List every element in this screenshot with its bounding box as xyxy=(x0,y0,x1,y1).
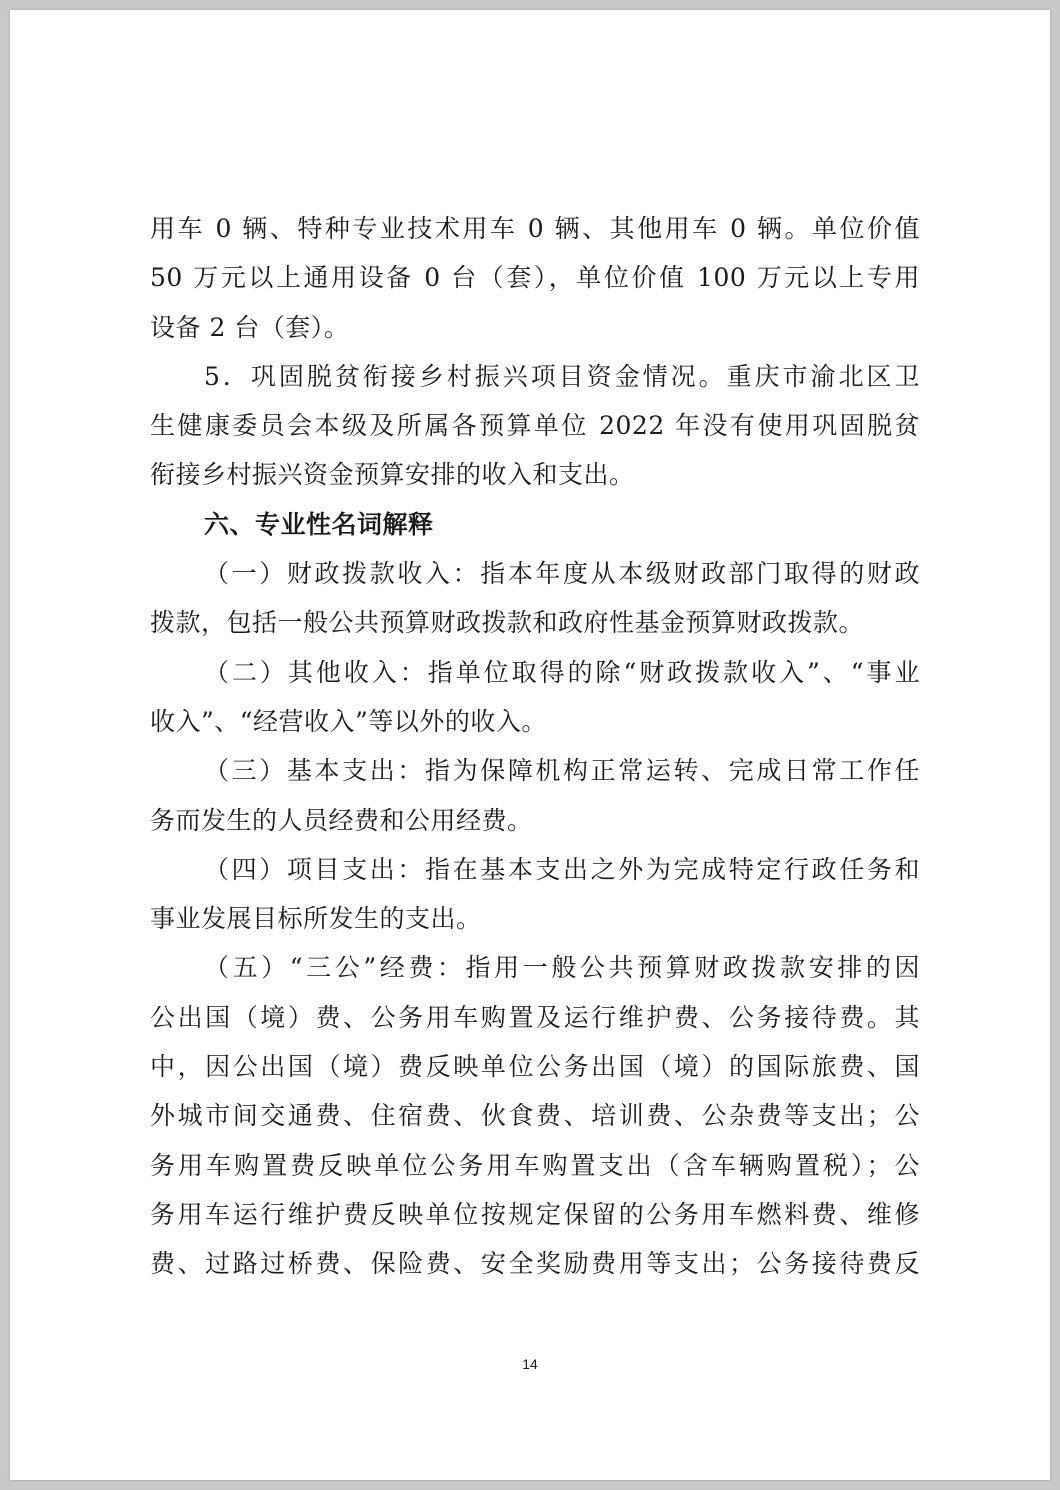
text-line: 拨款，包括一般公共预算财政拨款和政府性基金预算财政拨款。 xyxy=(150,608,865,638)
text-line: 事业发展目标所发生的支出。 xyxy=(150,904,482,934)
text-line: 设备 2 台（套）。 xyxy=(150,312,350,342)
paragraph-start: （四）项目支出：指在基本支出之外为完成特定行政任务和 xyxy=(204,854,920,884)
text-line: 务用车运行维护费反映单位按规定保留的公务用车燃料费、维修 xyxy=(150,1199,920,1229)
page-number: 14 xyxy=(522,1356,538,1372)
text-line: 务用车购置费反映单位公务用车购置支出（含车辆购置税）；公 xyxy=(150,1150,920,1180)
paragraph-start: （五）“三公”经费：指用一般公共预算财政拨款安排的因 xyxy=(204,953,920,983)
paragraph-start: （二）其他收入：指单位取得的除“财政拨款收入”、“事业 xyxy=(204,657,920,687)
text-line: 50 万元以上通用设备 0 台（套），单位价值 100 万元以上专用 xyxy=(150,263,920,293)
text-line: 外城市间交通费、住宿费、伙食费、培训费、公杂费等支出；公 xyxy=(150,1101,920,1131)
paragraph-start: 5．巩固脱贫衔接乡村振兴项目资金情况。重庆市渝北区卫 xyxy=(204,361,920,391)
text-line: 费、过路过桥费、保险费、安全奖励费用等支出；公务接待费反 xyxy=(150,1249,920,1279)
paragraph-start: （一）财政拨款收入：指本年度从本级财政部门取得的财政 xyxy=(204,559,920,589)
text-line: 中，因公出国（境）费反映单位公务出国（境）的国际旅费、国 xyxy=(150,1052,920,1082)
text-line: 收入”、“经营收入”等以外的收入。 xyxy=(150,706,547,736)
section-heading: 六、专业性名词解释 xyxy=(204,509,434,539)
text-line: 生健康委员会本级及所属各预算单位 2022 年没有使用巩固脱贫 xyxy=(150,411,920,441)
text-line: 公出国（境）费、公务用车购置及运行维护费、公务接待费。其 xyxy=(150,1002,920,1032)
paragraph-start: （三）基本支出：指为保障机构正常运转、完成日常工作任 xyxy=(204,756,920,786)
text-line: 用车 0 辆、特种专业技术用车 0 辆、其他用车 0 辆。单位价值 xyxy=(150,214,920,243)
body-text xyxy=(150,204,920,1289)
document-page xyxy=(10,10,1050,1480)
text-line: 衔接乡村振兴资金预算安排的收入和支出。 xyxy=(150,460,635,490)
text-line: 务而发生的人员经费和公用经费。 xyxy=(150,805,533,835)
